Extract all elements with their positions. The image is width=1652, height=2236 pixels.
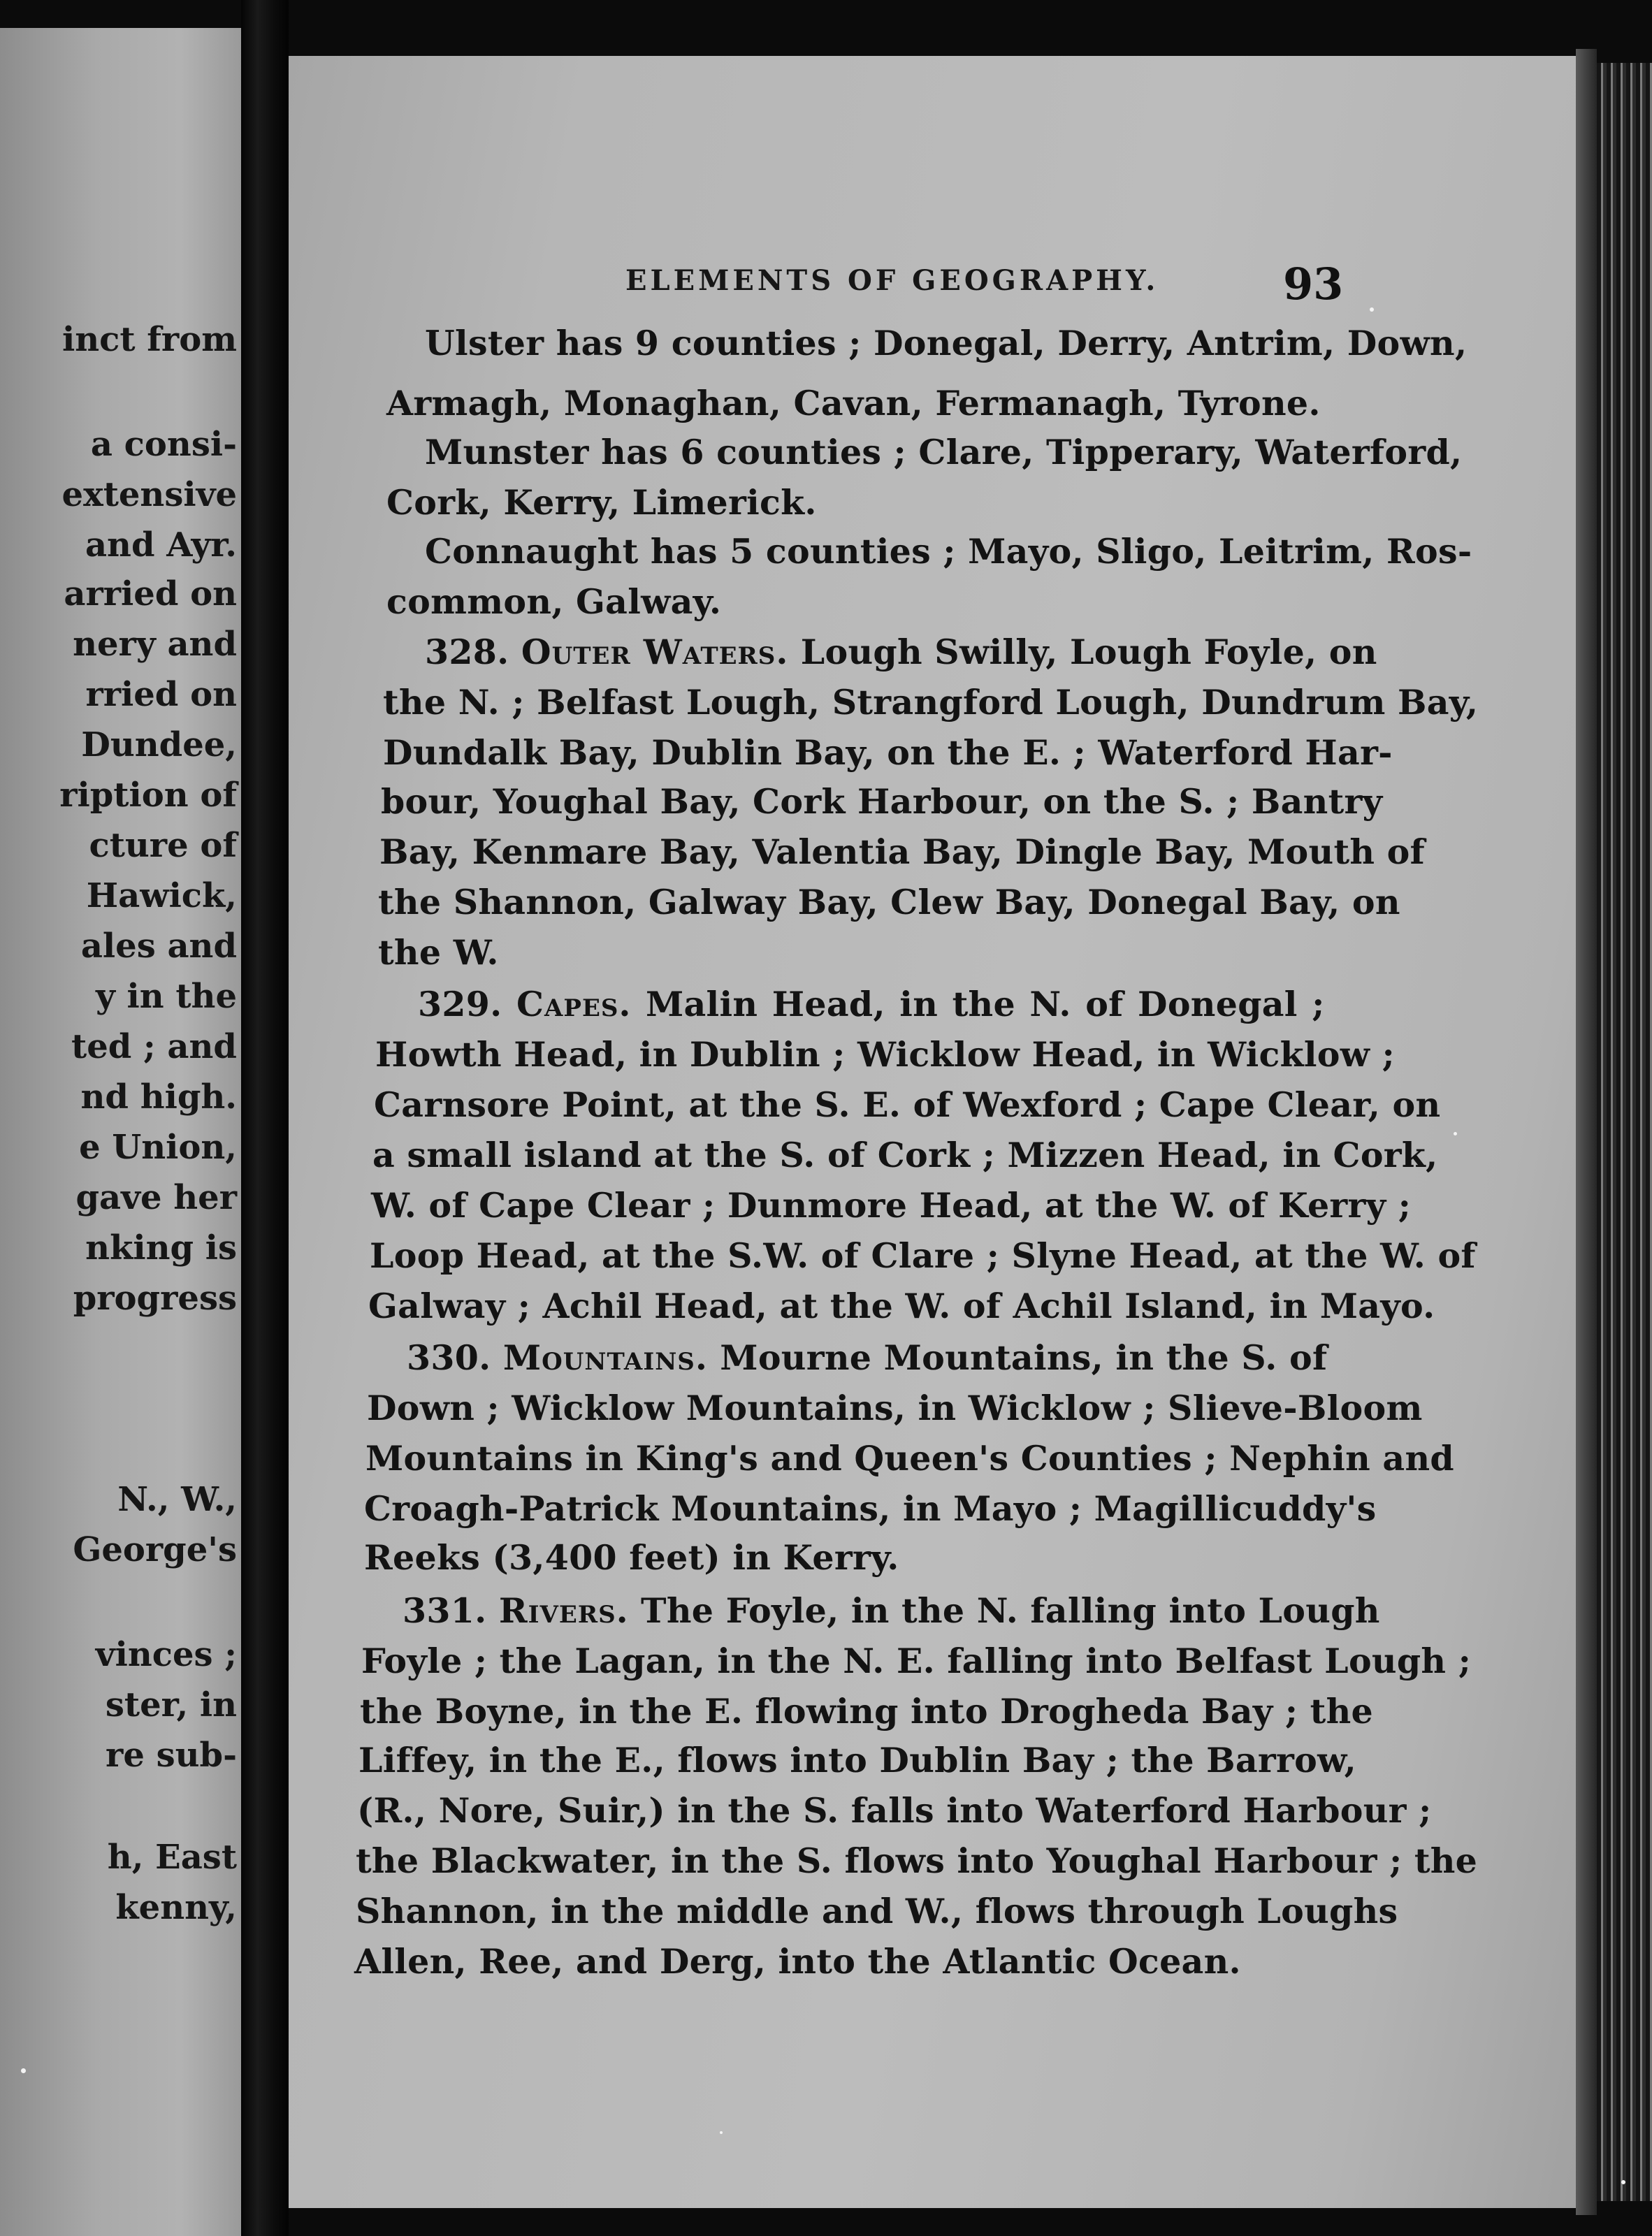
previous-page-line: vinces ; xyxy=(95,1635,237,1674)
page-edge-shadow xyxy=(1576,49,1597,2215)
scan-speck xyxy=(1454,1132,1457,1135)
text-line: Howth Head, in Dublin ; Wicklow Head, in Wicklow ; xyxy=(375,1034,1396,1075)
previous-page-line: ales and xyxy=(80,927,237,966)
text-line xyxy=(407,1337,1327,1378)
previous-page-line: progress xyxy=(73,1279,237,1318)
text-line xyxy=(418,984,1325,1024)
text-line: Mountains in King's and Queen's Counties ; Nephin and xyxy=(365,1438,1454,1479)
previous-page-line: nery and xyxy=(73,625,237,664)
text-line: Loop Head, at the S.W. of Clare ; Slyne Head, at the W. of xyxy=(370,1235,1476,1276)
scan-speck xyxy=(1621,2180,1625,2184)
text-line: Armagh, Monaghan, Cavan, Fermanagh, Tyrone. xyxy=(386,383,1321,423)
previous-page-line: arried on xyxy=(64,574,237,614)
text-line: (R., Nore, Suir,) in the S. falls into Waterford Harbour ; xyxy=(357,1790,1432,1831)
text-line: Carnsore Point, at the S. E. of Wexford ; Cape Clear, on xyxy=(374,1084,1441,1125)
previous-page-line: Hawick, xyxy=(86,876,237,915)
section-number: 328. xyxy=(425,632,521,672)
text-line: Galway ; Achil Head, at the W. of Achil Island, in Mayo. xyxy=(368,1286,1435,1326)
section-number: 329. xyxy=(418,984,517,1024)
text-line xyxy=(425,632,1377,672)
section-heading: Outer Waters. xyxy=(521,632,789,672)
scan-speck xyxy=(1370,307,1374,312)
previous-page-line: George's xyxy=(73,1530,237,1569)
section-number: 331. xyxy=(403,1590,499,1631)
previous-page-line: Dundee, xyxy=(81,725,237,764)
previous-page-line: and Ayr. xyxy=(85,525,237,565)
text-line: Cork, Kerry, Limerick. xyxy=(386,482,817,523)
text-line: Bay, Kenmare Bay, Valentia Bay, Dingle Bay, Mouth of xyxy=(379,832,1426,872)
previous-page-line: ription of xyxy=(59,776,237,815)
previous-page-fragment xyxy=(0,28,241,2236)
text-line: the Shannon, Galway Bay, Clew Bay, Donegal Bay, on xyxy=(378,882,1400,922)
page-stack-edges xyxy=(1597,63,1652,2201)
text-line: Foyle ; the Lagan, in the N. E. falling into Belfast Lough ; xyxy=(361,1641,1472,1681)
text-line: Allen, Ree, and Derg, into the Atlantic Ocean. xyxy=(354,1941,1241,1982)
text-line: Dundalk Bay, Dublin Bay, on the E. ; Waterford Har- xyxy=(383,732,1393,773)
page-number: 93 xyxy=(1283,259,1344,310)
section-text: Lough Swilly, Lough Foyle, on xyxy=(788,632,1377,672)
previous-page-line: re sub- xyxy=(106,1736,237,1775)
section-heading: Rivers. xyxy=(498,1590,629,1631)
text-line: Shannon, in the middle and W., flows through Loughs xyxy=(356,1891,1398,1931)
text-line: Liffey, in the E., flows into Dublin Bay ; the Barrow, xyxy=(358,1740,1356,1780)
scan-speck xyxy=(21,2068,26,2073)
previous-page-line: h, East xyxy=(107,1838,237,1877)
text-line: Connaught has 5 counties ; Mayo, Sligo, Leitrim, Ros- xyxy=(425,531,1472,572)
running-head: ELEMENTS OF GEOGRAPHY. xyxy=(625,264,1159,297)
section-text: Malin Head, in the N. of Donegal ; xyxy=(631,984,1325,1024)
book-gutter xyxy=(241,0,289,2236)
previous-page-line: N., W., xyxy=(117,1480,237,1519)
text-line: the Blackwater, in the S. flows into Youghal Harbour ; the xyxy=(356,1841,1478,1881)
previous-page-line: nking is xyxy=(85,1228,237,1268)
text-line: the W. xyxy=(378,932,499,973)
text-line: Munster has 6 counties ; Clare, Tipperary, Waterford, xyxy=(425,432,1463,472)
text-line: the N. ; Belfast Lough, Strangford Lough, Dundrum Bay, xyxy=(383,682,1479,723)
text-line xyxy=(403,1590,1380,1631)
text-line: Ulster has 9 counties ; Donegal, Derry, Antrim, Down, xyxy=(425,323,1468,363)
text-line: Croagh-Patrick Mountains, in Mayo ; Magillicuddy's xyxy=(364,1488,1377,1529)
previous-page-line: e Union, xyxy=(79,1128,237,1167)
section-number: 330. xyxy=(407,1337,503,1378)
section-heading: Mountains. xyxy=(502,1337,708,1378)
previous-page-line: a consi- xyxy=(90,425,237,464)
previous-page-line: gave her xyxy=(75,1178,237,1217)
section-heading: Capes. xyxy=(516,984,632,1024)
previous-page-line: ster, in xyxy=(105,1685,237,1725)
previous-page-line: y in the xyxy=(95,977,237,1016)
previous-page-line: rried on xyxy=(85,675,237,714)
text-line: Reeks (3,400 feet) in Kerry. xyxy=(364,1537,899,1578)
text-line: the Boyne, in the E. flowing into Drogheda Bay ; the xyxy=(360,1691,1373,1732)
scan-speck xyxy=(720,2131,723,2134)
text-line: bour, Youghal Bay, Cork Harbour, on the S. ; Bantry xyxy=(381,781,1383,822)
previous-page-line: inct from xyxy=(62,320,237,359)
section-text: The Foyle, in the N. falling into Lough xyxy=(628,1590,1380,1631)
text-line: common, Galway. xyxy=(386,581,722,622)
previous-page-line: nd high. xyxy=(80,1077,237,1117)
previous-page-line: kenny, xyxy=(115,1888,237,1927)
text-line: W. of Cape Clear ; Dunmore Head, at the W. of Kerry ; xyxy=(371,1185,1412,1226)
text-line: Down ; Wicklow Mountains, in Wicklow ; Slieve-Bloom xyxy=(367,1388,1423,1428)
book-page xyxy=(289,56,1581,2208)
section-text: Mourne Mountains, in the S. of xyxy=(707,1337,1328,1378)
text-line: a small island at the S. of Cork ; Mizzen Head, in Cork, xyxy=(372,1135,1438,1175)
previous-page-line: extensive xyxy=(61,475,237,514)
previous-page-line: ted ; and xyxy=(71,1027,237,1066)
previous-page-line: cture of xyxy=(89,826,237,865)
